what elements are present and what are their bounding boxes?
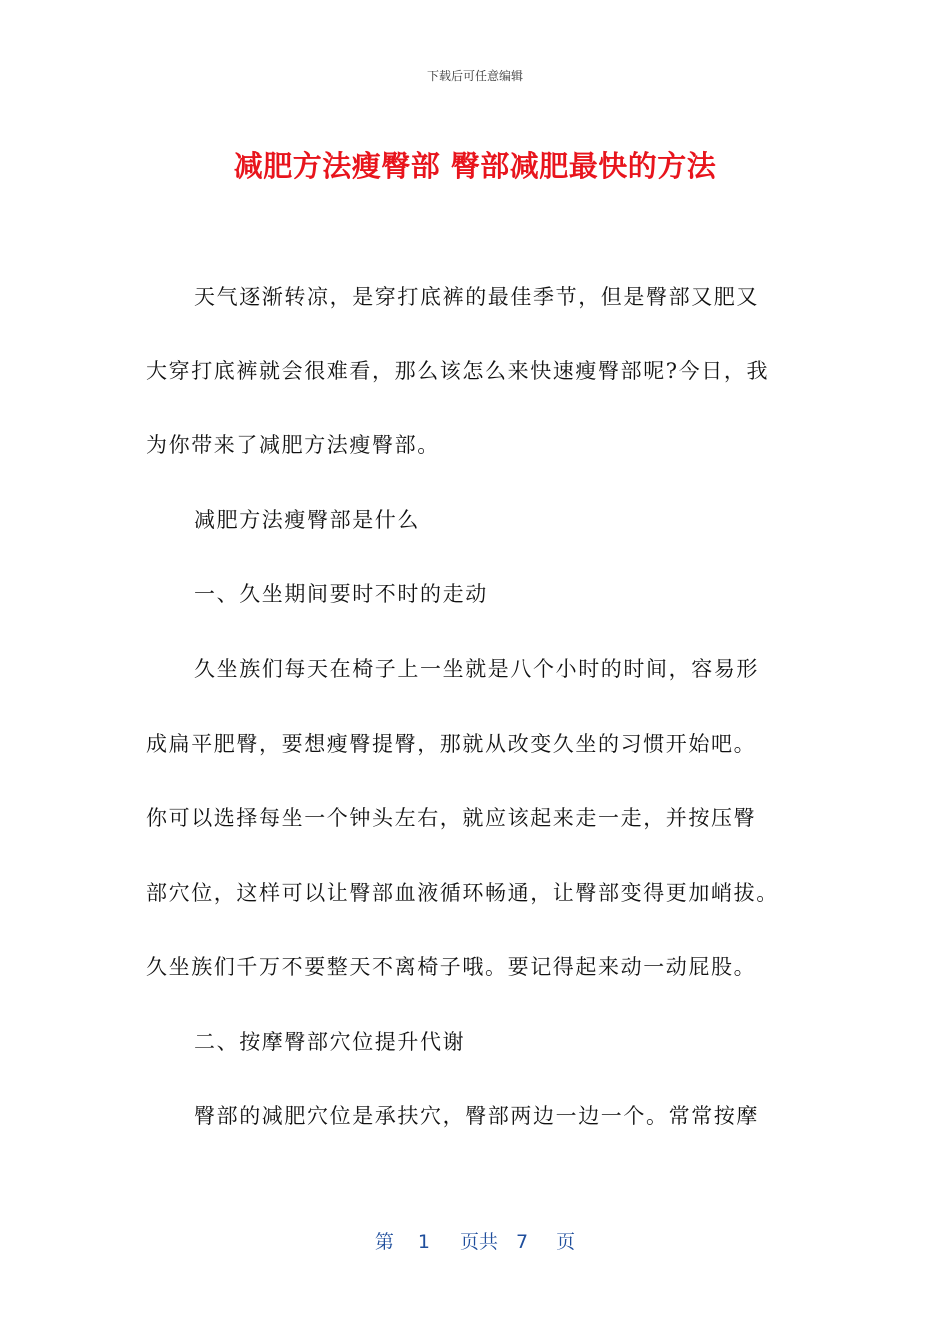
total-pages: 7 bbox=[516, 1231, 529, 1253]
paragraph-line: 大穿打底裤就会很难看，那么该怎么来快速瘦臀部呢?今日，我 bbox=[146, 359, 770, 383]
paragraph-line: 久坐族们千万不要整天不离椅子哦。要记得起来动一动屁股。 bbox=[146, 955, 757, 979]
page-number: 1 bbox=[417, 1231, 430, 1253]
section-heading: 减肥方法瘦臀部是什么 bbox=[194, 508, 420, 532]
page-label-prefix: 第 bbox=[374, 1231, 394, 1253]
page-label-mid: 页共 bbox=[459, 1231, 498, 1253]
section-heading: 一、久坐期间要时不时的走动 bbox=[194, 582, 488, 606]
section-heading: 二、按摩臀部穴位提升代谢 bbox=[194, 1030, 466, 1054]
paragraph-line: 成扁平肥臀，要想瘦臀提臀，那就从改变久坐的习惯开始吧。 bbox=[146, 732, 757, 756]
paragraph-line: 天气逐渐转凉，是穿打底裤的最佳季节，但是臀部又肥又 bbox=[194, 285, 759, 309]
page-label-suffix: 页 bbox=[556, 1231, 576, 1253]
header-note: 下载后可任意编辑 bbox=[426, 69, 523, 83]
page-footer bbox=[0, 1227, 950, 1254]
document-title: 减肥方法瘦臀部 臀部减肥最快的方法 bbox=[233, 149, 717, 183]
paragraph-line: 臀部的减肥穴位是承扶穴，臀部两边一边一个。常常按摩 bbox=[194, 1104, 759, 1128]
paragraph-line: 你可以选择每坐一个钟头左右，就应该起来走一走，并按压臀 bbox=[146, 806, 757, 830]
paragraph-line: 部穴位，这样可以让臀部血液循环畅通，让臀部变得更加峭拔。 bbox=[146, 881, 779, 905]
paragraph-line: 为你带来了减肥方法瘦臀部。 bbox=[146, 433, 440, 457]
paragraph-line: 久坐族们每天在椅子上一坐就是八个小时的时间，容易形 bbox=[194, 657, 759, 681]
